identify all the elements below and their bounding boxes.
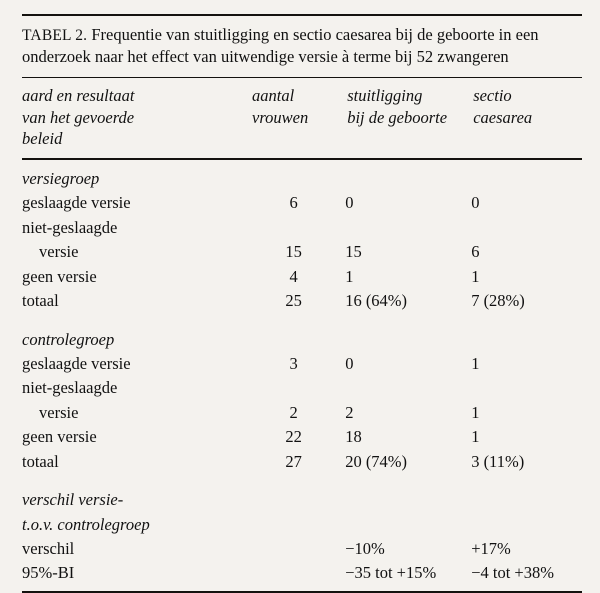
row-sectio [467, 167, 582, 191]
row-sectio: 1 [471, 266, 480, 286]
row-sectio [467, 215, 582, 239]
row-stuitligging [341, 167, 467, 191]
row-aantal [246, 536, 341, 560]
row-aantal: 6 [289, 193, 298, 213]
row-stuitligging [341, 512, 467, 536]
row-stuitligging: 0 [345, 193, 354, 213]
row-sectio [467, 327, 582, 351]
table-row [22, 191, 582, 215]
row-spacer [22, 313, 582, 327]
row-label: versiegroep [22, 169, 100, 189]
row-sectio: 6 [471, 242, 480, 262]
row-stuitligging: 20 (74%) [345, 451, 408, 471]
table-row [22, 264, 582, 288]
row-label: 95%-BI [22, 563, 75, 583]
table-body [22, 167, 582, 586]
column-header-stuitligging: stuitligging bij de geboorte [347, 86, 448, 127]
row-stuitligging: −10% [345, 538, 385, 558]
row-label: t.o.v. controlegroep [22, 514, 150, 534]
row-aantal [246, 215, 341, 239]
row-aantal [246, 488, 341, 512]
row-sectio [467, 488, 582, 512]
row-aantal: 25 [285, 291, 302, 311]
column-header-beleid: aard en resultaat van het gevoerde beleid [22, 86, 135, 149]
row-label: niet-geslaagde [22, 217, 118, 237]
row-sectio: 1 [471, 353, 480, 373]
row-stuitligging [341, 327, 467, 351]
table-head [22, 78, 582, 166]
row-stuitligging: 16 (64%) [345, 291, 408, 311]
row-stuitligging: 2 [345, 402, 354, 422]
row-spacer [22, 474, 582, 488]
row-stuitligging [341, 376, 467, 400]
row-aantal [246, 561, 341, 585]
row-sectio [467, 376, 582, 400]
table-number-label: TABEL 2. [22, 27, 88, 44]
row-label: versie [39, 402, 79, 422]
header-bottom-rule [22, 158, 582, 160]
row-label: geslaagde versie [22, 193, 131, 213]
row-sectio: −4 tot +38% [471, 563, 554, 583]
table-row [22, 512, 582, 536]
row-stuitligging: 18 [345, 427, 362, 447]
row-aantal [246, 327, 341, 351]
table-row [22, 400, 582, 424]
table-row [22, 561, 582, 585]
row-stuitligging [341, 488, 467, 512]
row-stuitligging: 1 [345, 266, 354, 286]
row-aantal: 22 [285, 427, 302, 447]
table-row [22, 488, 582, 512]
row-aantal: 27 [285, 451, 302, 471]
data-table [22, 78, 582, 585]
table-row [22, 376, 582, 400]
row-aantal: 15 [285, 242, 302, 262]
row-aantal: 4 [289, 266, 298, 286]
row-label: geen versie [22, 266, 97, 286]
row-sectio: 3 (11%) [471, 451, 525, 471]
table-caption-text: Frequentie van stuitligging en sectio caesarea bij de geboorte in een onderzoek naar het effect van uitwendige versie à terme bij 52 zwangeren [22, 25, 539, 67]
row-label: totaal [22, 291, 59, 311]
row-sectio: +17% [471, 538, 511, 558]
row-label: verschil versie- [22, 490, 124, 510]
header-row [22, 78, 582, 153]
row-label: totaal [22, 451, 59, 471]
table-row [22, 215, 582, 239]
header-rule-cell [22, 154, 582, 167]
row-label: geslaagde versie [22, 353, 131, 373]
row-sectio: 1 [471, 402, 480, 422]
row-aantal: 2 [289, 402, 298, 422]
row-stuitligging: 15 [345, 242, 362, 262]
row-aantal [246, 167, 341, 191]
table-row [22, 327, 582, 351]
row-label: verschil [22, 538, 75, 558]
row-sectio: 1 [471, 427, 480, 447]
row-stuitligging [341, 215, 467, 239]
top-border-rule [22, 14, 582, 16]
table-row [22, 449, 582, 473]
column-header-aantal-vrouwen: aantal vrouwen [252, 86, 309, 127]
row-stuitligging: 0 [345, 353, 354, 373]
row-aantal [246, 512, 341, 536]
row-aantal [246, 376, 341, 400]
table-row [22, 536, 582, 560]
row-label: versie [39, 242, 79, 262]
row-label: geen versie [22, 427, 97, 447]
table-row [22, 351, 582, 375]
table-row [22, 289, 582, 313]
row-sectio: 0 [471, 193, 480, 213]
row-label: niet-geslaagde [22, 378, 118, 398]
column-header-sectio-caesarea: sectio caesarea [473, 86, 533, 127]
row-label: controlegroep [22, 329, 115, 349]
row-sectio: 7 (28%) [471, 291, 525, 311]
table-row [22, 167, 582, 191]
table-caption [22, 24, 582, 68]
table-row [22, 240, 582, 264]
header-rule-row [22, 154, 582, 167]
row-stuitligging: −35 tot +15% [345, 563, 437, 583]
row-sectio [467, 512, 582, 536]
table-row [22, 425, 582, 449]
row-aantal: 3 [289, 353, 298, 373]
